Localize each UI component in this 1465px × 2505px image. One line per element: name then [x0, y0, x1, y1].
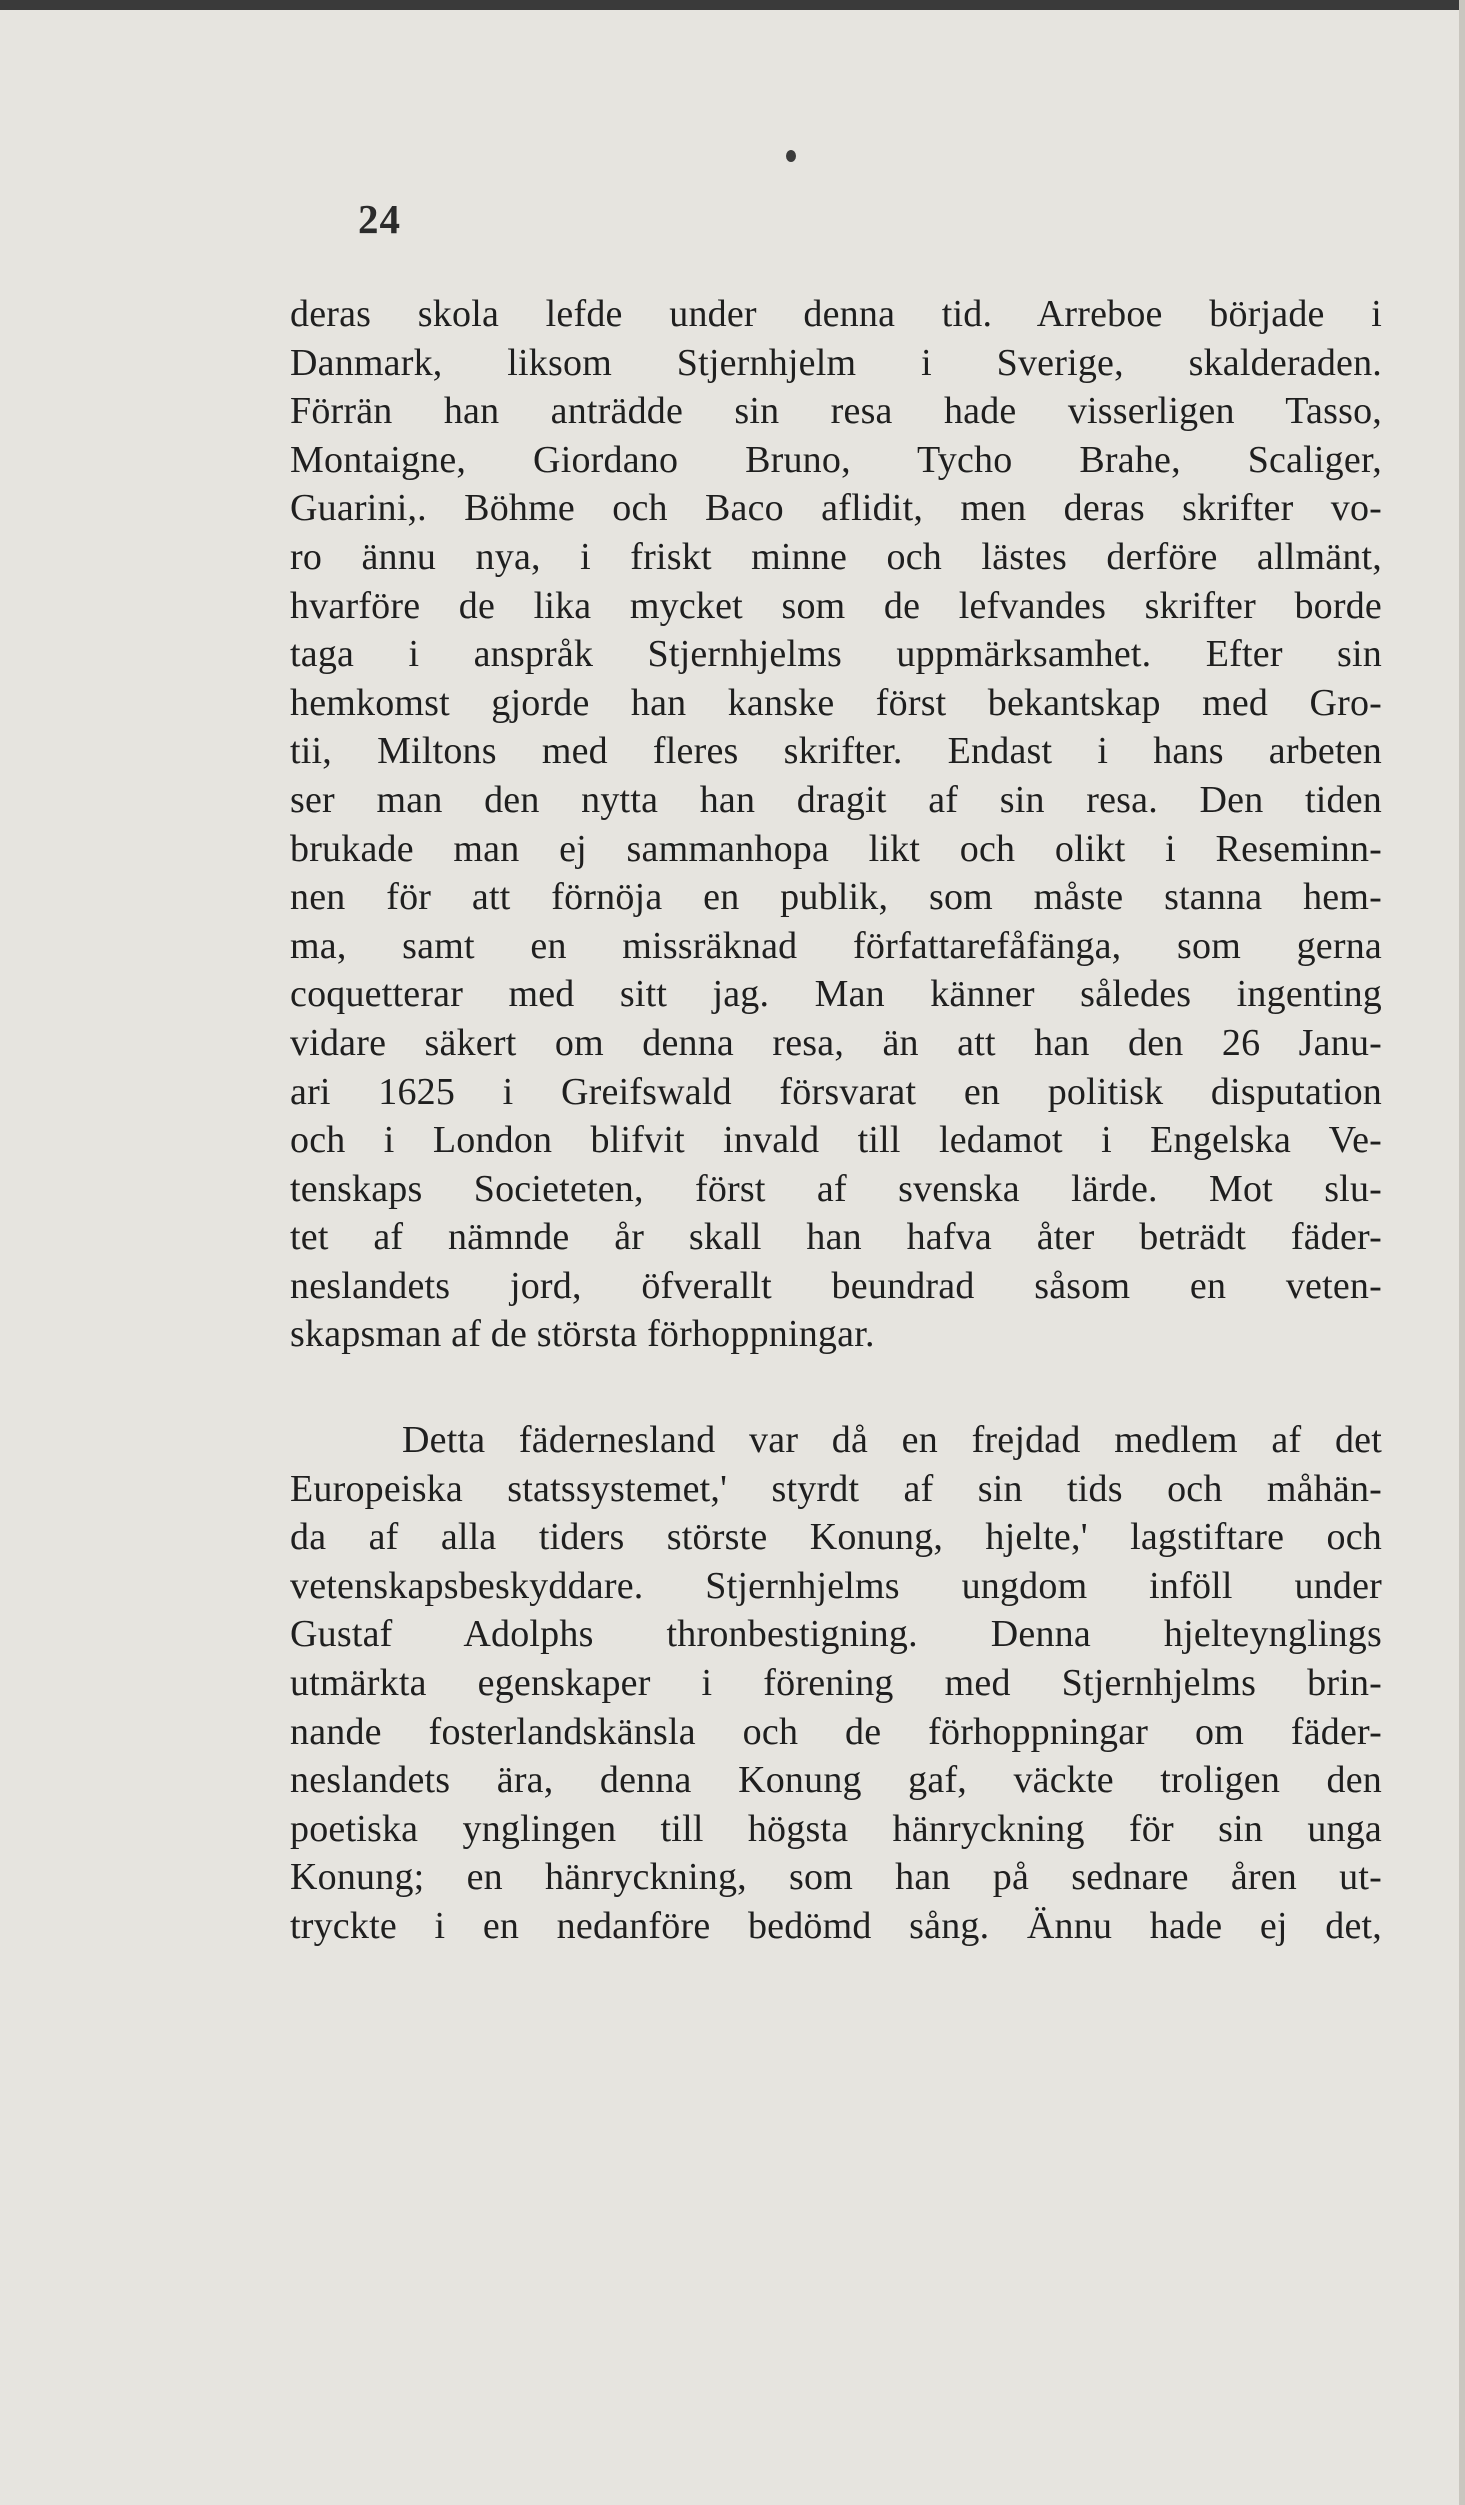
text-line: ari 1625 i Greifswald försvarat en politisk disputation	[290, 1070, 1382, 1113]
text-line: da af alla tiders störste Konung, hjelte,' lagstiftare och	[290, 1516, 1382, 1559]
text-line: vetenskapsbeskyddare. Stjernhjelms ungdom inföll under	[290, 1564, 1382, 1607]
text-line: hemkomst gjorde han kanske först bekantskap med Gro-	[290, 681, 1382, 724]
text-line: neslandets ära, denna Konung gaf, väckte troligen den	[290, 1759, 1382, 1802]
text-line: tet af nämnde år skall han hafva åter beträdt fäder-	[290, 1216, 1382, 1259]
page-top-edge	[0, 0, 1465, 10]
text-line: ser man den nytta han dragit af sin resa. Den tiden	[290, 778, 1382, 821]
text-line: neslandets jord, öfverallt beundrad såsom en veten-	[290, 1264, 1382, 1307]
page-number: 24	[358, 196, 401, 242]
text-line: Förrän han anträdde sin resa hade visserligen Tasso,	[290, 390, 1382, 433]
paragraph-1	[290, 290, 1382, 1359]
text-line: tii, Miltons med fleres skrifter. Endast i hans arbeten	[290, 730, 1382, 773]
text-line: ro ännu nya, i friskt minne och lästes derföre allmänt,	[290, 535, 1382, 578]
text-line: skapsman af de största förhoppningar.	[290, 1313, 875, 1356]
text-line: ma, samt en missräknad författarefåfänga, som gerna	[290, 924, 1382, 967]
text-line: vidare säkert om denna resa, än att han den 26 Janu-	[290, 1021, 1382, 1064]
text-line: poetiska ynglingen till högsta hänryckning för sin unga	[290, 1807, 1382, 1850]
text-line: och i London blifvit invald till ledamot i Engelska Ve-	[290, 1119, 1382, 1162]
paragraph-2	[290, 1416, 1382, 1951]
text-line: brukade man ej sammanhopa likt och olikt i Reseminn-	[290, 827, 1382, 870]
text-line: Montaigne, Giordano Bruno, Tycho Brahe, Scaliger,	[290, 438, 1382, 481]
text-line: deras skola lefde under denna tid. Arreboe började i	[290, 293, 1382, 335]
text-line: nande fosterlandskänsla och de förhoppningar om fäder-	[290, 1710, 1382, 1753]
text-line: Detta fädernesland var då en frejdad medlem af det	[402, 1419, 1382, 1462]
text-line: Europeiska statssystemet,' styrdt af sin tids och måhän-	[290, 1467, 1382, 1510]
page-right-edge	[1459, 0, 1465, 2505]
text-line: taga i anspråk Stjernhjelms uppmärksamhet. Efter sin	[290, 633, 1382, 676]
text-line: Danmark, liksom Stjernhjelm i Sverige, skalderaden.	[290, 341, 1382, 384]
text-line: coquetterar med sitt jag. Man känner således ingenting	[290, 973, 1382, 1016]
ink-spot	[786, 150, 796, 162]
text-line: Konung; en hänryckning, som han på sednare åren ut-	[290, 1856, 1382, 1899]
text-line: hvarföre de lika mycket som de lefvandes skrifter borde	[290, 584, 1382, 627]
paragraph-gap	[290, 1359, 1382, 1416]
text-line: Gustaf Adolphs thronbestigning. Denna hjelteynglings	[290, 1613, 1382, 1656]
text-line: tenskaps Societeten, först af svenska lärde. Mot slu-	[290, 1167, 1382, 1210]
text-line: utmärkta egenskaper i förening med Stjernhjelms brin-	[290, 1662, 1382, 1705]
text-line: nen för att förnöja en publik, som måste stanna hem-	[290, 876, 1382, 919]
body-text	[290, 290, 1382, 1951]
text-line: tryckte i en nedanföre bedömd sång. Ännu hade ej det,	[290, 1905, 1382, 1947]
text-line: Guarini,. Böhme och Baco aflidit, men deras skrifter vo-	[290, 487, 1382, 530]
